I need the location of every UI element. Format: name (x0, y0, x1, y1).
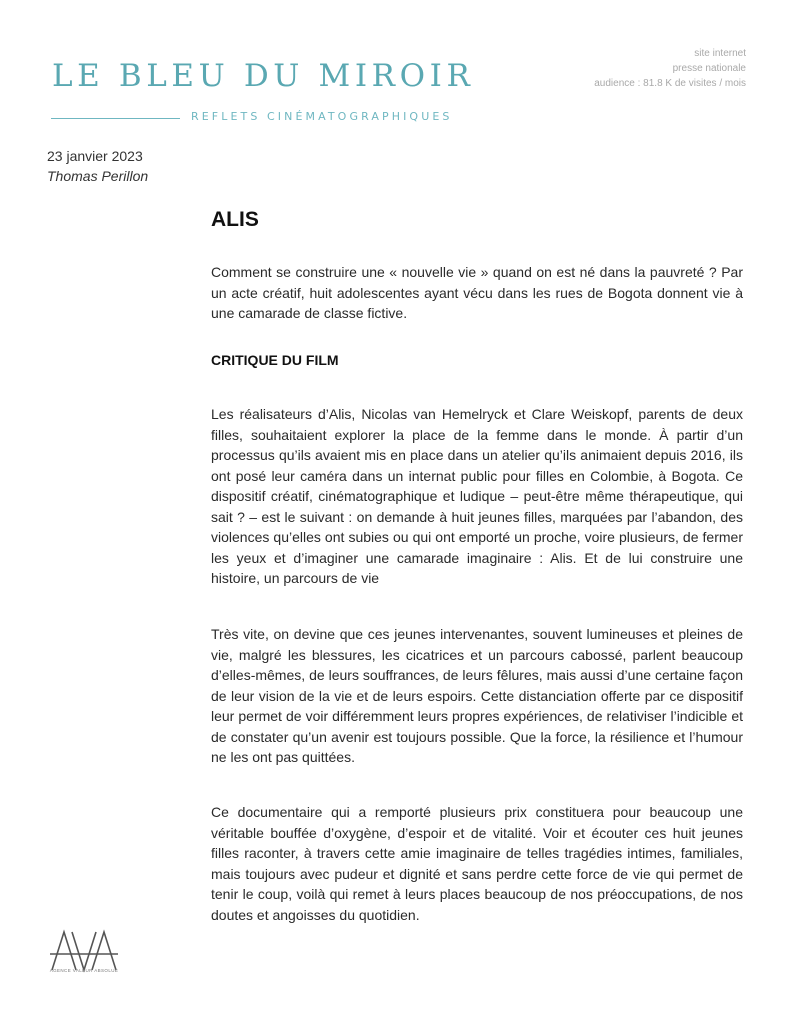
meta-audience: audience : 81.8 K de visites / mois (594, 78, 746, 89)
agency-name: AGENCE VALEUR ABSOLUE (49, 968, 119, 973)
article-paragraph: Très vite, on devine que ces jeunes intervenantes, souvent lumineuses et pleines de vie, malgré les blessures, les cicatrices et un parcours cabossé, parlent beaucoup d’elles-mêmes, de leurs souffrances, de leurs fêlures, mais aussi d’une certaine façon de leur vision de la vie et de leurs espoirs. Cette distanciation offerte par ce dispositif leur permet de voir différemment leurs propres expériences, de relativiser l’indicible et de constater qu’un avenir est toujours possible. Que la force, la résilience et l’humour ne les ont pas quittées. (211, 626, 743, 765)
article-title: ALIS (211, 208, 259, 231)
article-intro: Comment se construire une « nouvelle vie » quand on est né dans la pauvreté ? Par un acte créatif, huit adolescentes ayant vécu dans les rues de Bogota donnent vie à une camarade de classe fictive. (211, 264, 743, 321)
meta-press: presse nationale (672, 63, 746, 74)
masthead-divider (51, 118, 180, 119)
article-paragraph: Ce documentaire qui a remporté plusieurs prix constituera pour beaucoup une véritable bouffée d’oxygène, d’espoir et de vitalité. Voir et écouter ces huit jeunes filles raconter, à travers cette amie imaginaire de telles tragédies intimes, familiales, mais toujours avec pudeur et dignité et sans perdre cette force de vie qui permet de tenir le coup, voilà qui remet à leurs places beaucoup de nos préoccupations, de nos doutes et angoisses du quotidien. (211, 804, 743, 923)
article-paragraph: Les réalisateurs d’Alis, Nicolas van Hemelryck et Clare Weiskopf, parents de deux filles, souhaitaient explorer la place de la femme dans le monde. À partir d’un processus qu’ils avaient mis en place dans un atelier qu’ils animaient depuis 2016, ils ont posé leur caméra dans un internat public pour filles en Colombie, à Bogota. Ce dispositif créatif, cinématographique et ludique – peut-être même thérapeutique, qui sait ? – est le suivant : on demande à huit jeunes filles, marquées par l’abandon, des violences qu’elles ont subies ou qui ont emporté un proche, voire plusieurs, de fermer les yeux et d’imaginer une camarade imaginaire : Alis. Et de lui construire une histoire, un parcours de vie (211, 406, 743, 586)
meta-type: site internet (694, 48, 746, 59)
section-heading: CRITIQUE DU FILM (211, 352, 339, 368)
publication-meta (594, 46, 746, 91)
masthead-title: LE BLEU DU MIROIR (52, 58, 475, 94)
article-author: Thomas Perillon (47, 168, 149, 184)
masthead-subtitle: REFLETS CINÉMATOGRAPHIQUES (191, 110, 453, 123)
article-date: 23 janvier 2023 (47, 148, 143, 164)
